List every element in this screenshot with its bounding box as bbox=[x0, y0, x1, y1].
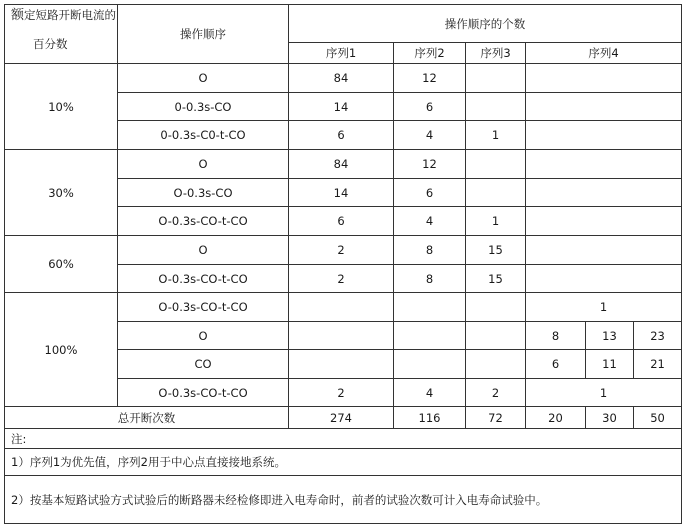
series1-cell: 84 bbox=[289, 150, 394, 179]
header-series-3: 序列3 bbox=[466, 43, 526, 64]
series3-cell: 1 bbox=[466, 121, 526, 150]
series1-cell bbox=[289, 322, 394, 350]
total-series4b: 30 bbox=[586, 407, 634, 429]
series4a-cell: 6 bbox=[526, 350, 586, 379]
header-sequence: 操作顺序 bbox=[118, 5, 289, 64]
header-count: 操作顺序的个数 bbox=[289, 5, 682, 43]
header-percent-first-char: 额 bbox=[11, 8, 25, 23]
series4-cell bbox=[526, 150, 682, 179]
sequence-cell: CO bbox=[118, 350, 289, 379]
series1-cell: 14 bbox=[289, 179, 394, 207]
series2-cell: 8 bbox=[394, 236, 466, 265]
total-series1: 274 bbox=[289, 407, 394, 429]
series4-cell bbox=[526, 179, 682, 207]
series2-cell: 12 bbox=[394, 64, 466, 93]
series2-cell bbox=[394, 322, 466, 350]
total-series4a: 20 bbox=[526, 407, 586, 429]
total-series2: 116 bbox=[394, 407, 466, 429]
sequence-cell: O-0.3s-CO bbox=[118, 179, 289, 207]
series2-cell: 4 bbox=[394, 121, 466, 150]
sequence-cell: 0-0.3s-CO bbox=[118, 93, 289, 121]
note-2: 2）按基本短路试验方式试验后的断路器未经检修即进入电寿命时，前者的试验次数可计入电寿命试验中。 bbox=[5, 476, 682, 524]
table-row bbox=[5, 236, 682, 265]
percent-cell: 60% bbox=[5, 236, 118, 293]
sequence-cell: O bbox=[118, 322, 289, 350]
series1-cell: 2 bbox=[289, 236, 394, 265]
table-row bbox=[5, 293, 682, 322]
percent-cell: 30% bbox=[5, 150, 118, 236]
series4-cell: 1 bbox=[526, 379, 682, 407]
series2-cell: 6 bbox=[394, 179, 466, 207]
series3-cell bbox=[466, 64, 526, 93]
notes-title: 注: bbox=[5, 429, 682, 449]
series4-cell bbox=[526, 64, 682, 93]
series3-cell bbox=[466, 93, 526, 121]
sequence-cell: O bbox=[118, 64, 289, 93]
percent-cell: 10% bbox=[5, 64, 118, 150]
sequence-cell: O-0.3s-CO-t-CO bbox=[118, 379, 289, 407]
sequence-cell: O-0.3s-CO-t-CO bbox=[118, 207, 289, 236]
series2-cell bbox=[394, 350, 466, 379]
total-series4c: 50 bbox=[634, 407, 682, 429]
percent-cell: 100% bbox=[5, 293, 118, 407]
series2-cell: 8 bbox=[394, 265, 466, 293]
header-percent bbox=[5, 5, 118, 64]
series4-cell: 1 bbox=[526, 293, 682, 322]
series4a-cell: 8 bbox=[526, 322, 586, 350]
series4-cell bbox=[526, 265, 682, 293]
header-series-1: 序列1 bbox=[289, 43, 394, 64]
series2-cell: 4 bbox=[394, 207, 466, 236]
sequence-cell: O bbox=[118, 150, 289, 179]
series4-cell bbox=[526, 236, 682, 265]
series1-cell: 6 bbox=[289, 207, 394, 236]
series4c-cell: 23 bbox=[634, 322, 682, 350]
series3-cell bbox=[466, 350, 526, 379]
series3-cell: 15 bbox=[466, 236, 526, 265]
series3-cell bbox=[466, 179, 526, 207]
series3-cell: 15 bbox=[466, 265, 526, 293]
series4-cell bbox=[526, 207, 682, 236]
series2-cell: 12 bbox=[394, 150, 466, 179]
series3-cell bbox=[466, 322, 526, 350]
total-label: 总开断次数 bbox=[5, 407, 289, 429]
series3-cell bbox=[466, 150, 526, 179]
series4c-cell: 21 bbox=[634, 350, 682, 379]
table-row bbox=[5, 64, 682, 93]
header-series-2: 序列2 bbox=[394, 43, 466, 64]
total-row bbox=[5, 407, 682, 429]
sequence-cell: O-0.3s-CO-t-CO bbox=[118, 293, 289, 322]
header-percent-line1: 定短路开断电流的 bbox=[24, 8, 117, 22]
series2-cell: 6 bbox=[394, 93, 466, 121]
series2-cell bbox=[394, 293, 466, 322]
header-percent-line2: 百分数 bbox=[33, 37, 68, 51]
sequence-cell: O bbox=[118, 236, 289, 265]
table-row bbox=[5, 150, 682, 179]
header-series-4: 序列4 bbox=[526, 43, 682, 64]
sequence-cell: 0-0.3s-C0-t-CO bbox=[118, 121, 289, 150]
series4-cell bbox=[526, 121, 682, 150]
series3-cell bbox=[466, 293, 526, 322]
series1-cell bbox=[289, 293, 394, 322]
test-sequence-table bbox=[4, 4, 682, 524]
series3-cell: 1 bbox=[466, 207, 526, 236]
series1-cell: 6 bbox=[289, 121, 394, 150]
series1-cell: 2 bbox=[289, 379, 394, 407]
series1-cell bbox=[289, 350, 394, 379]
series1-cell: 14 bbox=[289, 93, 394, 121]
total-series3: 72 bbox=[466, 407, 526, 429]
sequence-cell: O-0.3s-CO-t-CO bbox=[118, 265, 289, 293]
series2-cell: 4 bbox=[394, 379, 466, 407]
series1-cell: 2 bbox=[289, 265, 394, 293]
series3-cell: 2 bbox=[466, 379, 526, 407]
series4b-cell: 11 bbox=[586, 350, 634, 379]
series4b-cell: 13 bbox=[586, 322, 634, 350]
note-1: 1）序列1为优先值，序列2用于中心点直接接地系统。 bbox=[5, 449, 682, 476]
series1-cell: 84 bbox=[289, 64, 394, 93]
series4-cell bbox=[526, 93, 682, 121]
